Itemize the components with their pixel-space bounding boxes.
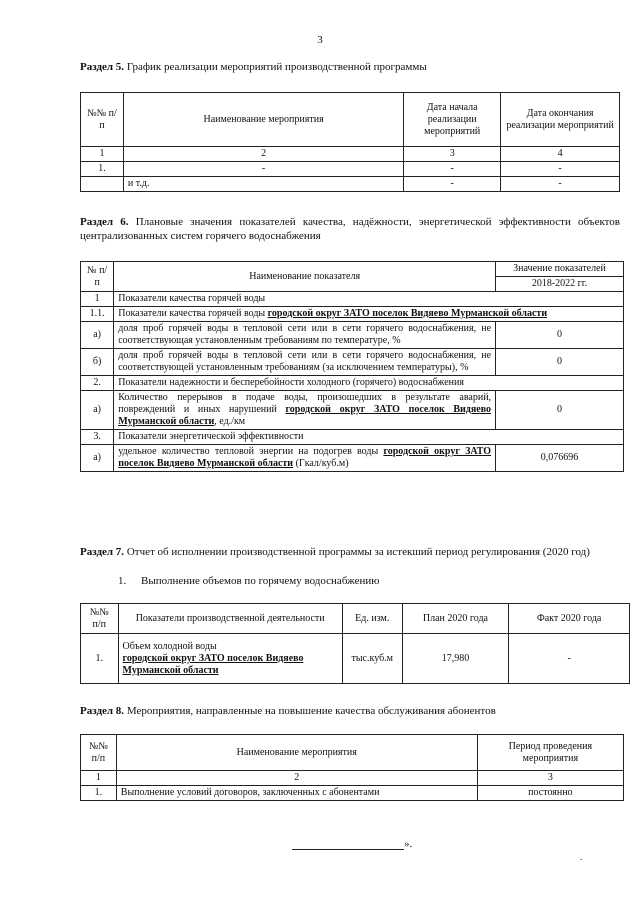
- s5-row1-start: -: [404, 162, 501, 177]
- s8-num-1: 1: [81, 771, 117, 786]
- s7-row-num: 1.: [81, 634, 119, 684]
- s6-r2a-num: а): [81, 391, 114, 430]
- s6-r3a-municipality: городской округ ЗАТО поселок Видяево Мурманской области: [118, 446, 492, 469]
- s5-num-3: 3: [404, 147, 501, 162]
- s7-header-unit: Ед. изм.: [342, 604, 402, 634]
- section-5-label: Раздел 5.: [80, 61, 125, 73]
- s6-r3-text: Показатели энергетической эффективности: [114, 430, 624, 445]
- section-5-heading: [80, 60, 620, 74]
- footer-tail: ».: [404, 838, 413, 850]
- s6-ra-num: а): [81, 322, 114, 349]
- table-row: [81, 786, 624, 801]
- table-row: [81, 376, 624, 391]
- page-number: 3: [317, 34, 323, 46]
- s6-r3a-value: 0,076696: [496, 445, 624, 472]
- s6-r1-text: Показатели качества горячей воды: [114, 292, 624, 307]
- section-8-title: Мероприятия, направленные на повышение качества обслуживания абонентов: [126, 705, 496, 717]
- s6-r2a-municipality: городской округ ЗАТО поселок Видяево Мурманской области: [118, 404, 492, 427]
- section-7-table: [80, 603, 630, 684]
- s8-row-text: Выполнение условий договоров, заключенных с абонентами: [116, 786, 477, 801]
- section-8-label: Раздел 8.: [80, 705, 125, 717]
- s5-header-start: Дата начала реализации мероприятий: [404, 93, 501, 147]
- s7-header-fact: Факт 2020 года: [509, 604, 630, 634]
- s6-r2a-unit: , ед./км: [214, 416, 246, 427]
- s6-r11-municipality: городской округ ЗАТО поселок Видяево Мурманской области: [267, 308, 548, 319]
- footer-closing: [292, 838, 412, 850]
- section-7-item-text: Выполнение объемов по горячему водоснабжению: [141, 575, 380, 587]
- s6-r11-text: [114, 307, 624, 322]
- section-7-title: Отчет об исполнении производственной программы за истекший период регулирования (2020 год): [126, 546, 590, 558]
- section-8-table: [80, 734, 624, 801]
- s6-rb-value: 0: [496, 349, 624, 376]
- s6-rb-num: б): [81, 349, 114, 376]
- s7-header-num: №№ п/п: [81, 604, 119, 634]
- s5-row2-num: [81, 177, 124, 192]
- footer-line: [292, 839, 404, 850]
- section-7-item-num: 1.: [118, 575, 127, 587]
- table-row: [81, 177, 620, 192]
- s8-num-2: 2: [116, 771, 477, 786]
- s8-header-name: Наименование мероприятия: [116, 735, 477, 771]
- s5-row2-name: и т.д.: [123, 177, 403, 192]
- s5-header-name: Наименование мероприятия: [123, 93, 403, 147]
- s5-num-2: 2: [123, 147, 403, 162]
- s6-r3a-text: [114, 445, 496, 472]
- s7-row-unit: тыс.куб.м: [342, 634, 402, 684]
- s6-r2-text: Показатели надежности и бесперебойности холодного (горячего) водоснабжения: [114, 376, 624, 391]
- section-7-item: [118, 575, 598, 587]
- s6-header-value: Значение показателей: [496, 262, 624, 277]
- section-6-heading: [80, 215, 620, 243]
- s5-row1-num: 1.: [81, 162, 124, 177]
- s6-header-period: 2018-2022 гг.: [496, 277, 624, 292]
- s7-header-name: Показатели производственной деятельности: [118, 604, 342, 634]
- s7-row-label: Объем холодной воды: [122, 640, 217, 652]
- section-5-title: График реализации мероприятий производственной программы: [126, 61, 427, 73]
- section-7-label: Раздел 7.: [80, 546, 125, 558]
- section-8-heading: [80, 704, 620, 718]
- s6-header-num: № п/п: [81, 262, 114, 292]
- s8-header-period: Период проведения мероприятия: [477, 735, 623, 771]
- s6-r11-label: Показатели качества горячей воды: [118, 308, 266, 319]
- s6-r3-num: 3.: [81, 430, 114, 445]
- table-row: [81, 292, 624, 307]
- s8-num-3: 3: [477, 771, 623, 786]
- s6-r2-num: 2.: [81, 376, 114, 391]
- s5-row1-name: -: [123, 162, 403, 177]
- s7-header-plan: План 2020 года: [402, 604, 509, 634]
- s6-r3a-label: удельное количество тепловой энергии на подогрев воды: [118, 446, 379, 457]
- table-row: [81, 162, 620, 177]
- s5-row1-end: -: [501, 162, 620, 177]
- s5-row2-end: -: [501, 177, 620, 192]
- s8-row-num: 1.: [81, 786, 117, 801]
- s6-r2a-label: Количество перерывов в подаче воды, произошедших в результате аварий, повреждений и иных нарушений: [118, 392, 492, 415]
- s5-header-end: Дата окончания реализации мероприятий: [501, 93, 620, 147]
- table-row: [81, 349, 624, 376]
- section-6-label: Раздел 6.: [80, 216, 129, 228]
- footer-dot: .: [580, 852, 583, 862]
- section-6-table: [80, 261, 624, 472]
- s6-r11-num: 1.1.: [81, 307, 114, 322]
- s8-header-num: №№ п/п: [81, 735, 117, 771]
- s5-row2-start: -: [404, 177, 501, 192]
- s5-num-4: 4: [501, 147, 620, 162]
- s6-r2a-text: [114, 391, 496, 430]
- s7-row-text: [118, 634, 342, 684]
- table-row: [81, 634, 630, 684]
- s7-row-municipality: городской округ ЗАТО поселок Видяево Мурманской области: [122, 652, 304, 676]
- s6-rb-text: доля проб горячей воды в тепловой сети или в сети горячего водоснабжения, не соответствующей установленным требованиям (за исключением температуры), %: [114, 349, 496, 376]
- s6-ra-text: доля проб горячей воды в тепловой сети или в сети горячего водоснабжения, не соответствующая установленным требованиям по температуре, %: [114, 322, 496, 349]
- s6-header-name: Наименование показателя: [114, 262, 496, 292]
- section-7-heading: [80, 545, 625, 559]
- s7-row-fact: -: [509, 634, 630, 684]
- section-6-title: Плановые значения показателей качества, надёжности, энергетической эффективности объектов централизованных систем горячего водоснабжения: [80, 216, 621, 242]
- section-5-table: [80, 92, 620, 192]
- s6-r2a-value: 0: [496, 391, 624, 430]
- table-row: [81, 391, 624, 430]
- s8-row-value: постоянно: [477, 786, 623, 801]
- s6-r3a-unit: (Гкал/куб.м): [293, 458, 349, 469]
- s6-r1-num: 1: [81, 292, 114, 307]
- s7-row-plan: 17,980: [402, 634, 509, 684]
- s5-header-num: №№ п/п: [81, 93, 124, 147]
- s6-ra-value: 0: [496, 322, 624, 349]
- table-row: [81, 430, 624, 445]
- table-row: [81, 307, 624, 322]
- table-row: [81, 322, 624, 349]
- table-row: [81, 445, 624, 472]
- s5-num-1: 1: [81, 147, 124, 162]
- s6-r3a-num: а): [81, 445, 114, 472]
